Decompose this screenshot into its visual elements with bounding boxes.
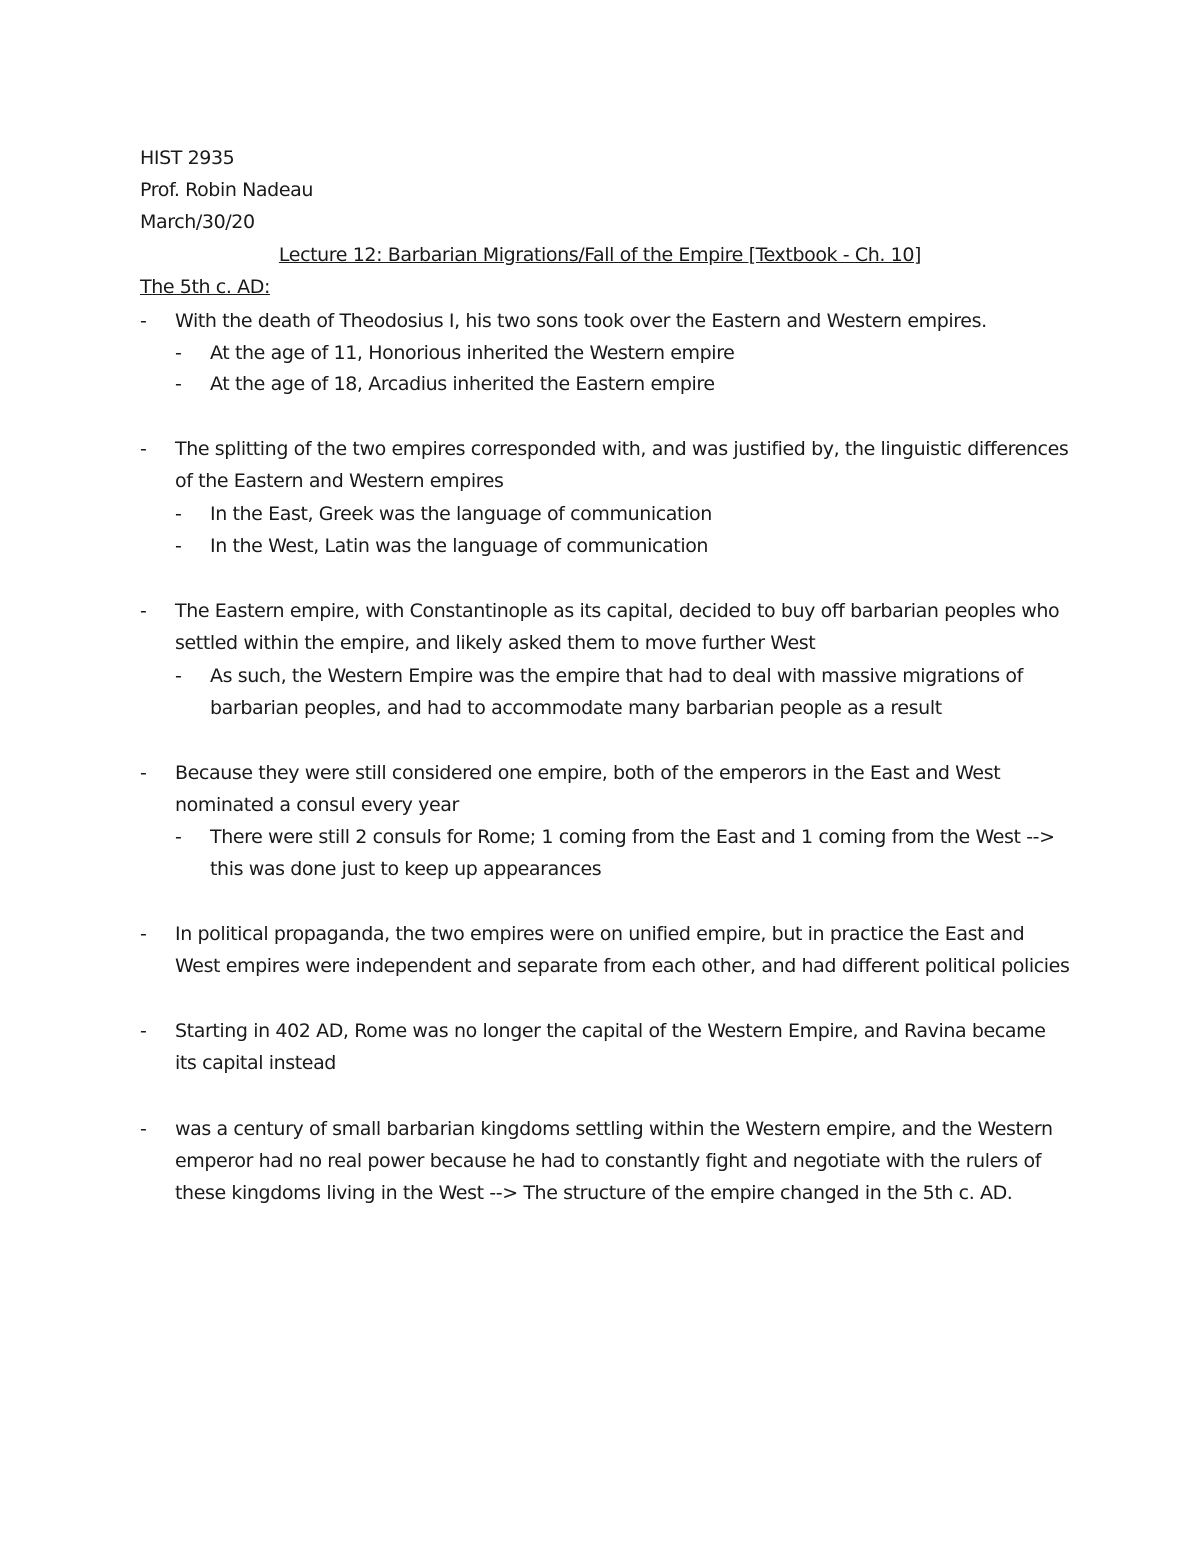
bullet-item [140, 305, 1070, 337]
sub-bullet-item [175, 530, 1070, 562]
sub-bullet-item [175, 368, 1070, 400]
course-code: HIST 2935 [140, 147, 235, 169]
bullet-dash: - [175, 665, 182, 687]
professor-name: Prof. Robin Nadeau [140, 179, 314, 201]
bullet-dash: - [175, 342, 182, 364]
bullet-dash: - [175, 373, 182, 395]
bullet-text: There were still 2 consuls for Rome; 1 coming from the East and 1 coming from the West --> this was done just to keep up appearances [210, 826, 1055, 880]
lecture-title: Lecture 12: Barbarian Migrations/Fall of the Empire [Textbook - Ch. 10] [278, 244, 922, 266]
bullet-text: In the East, Greek was the language of communication [210, 503, 712, 525]
bullet-dash: - [140, 923, 147, 945]
sub-bullet-item [175, 498, 1070, 530]
bullet-item [140, 433, 1070, 497]
bullet-text: At the age of 11, Honorious inherited the Western empire [210, 342, 735, 364]
sub-bullet-item [175, 821, 1070, 885]
bullet-dash: - [140, 600, 147, 622]
bullet-item [140, 1015, 1070, 1079]
bullet-item [140, 757, 1070, 821]
bullet-dash: - [140, 310, 147, 332]
section-heading: The 5th c. AD: [140, 276, 270, 298]
bullet-text: The Eastern empire, with Constantinople as its capital, decided to buy off barbarian peoples who settled within the empire, and likely asked them to move further West [175, 600, 1060, 654]
bullet-item [140, 918, 1070, 982]
bullet-dash: - [175, 503, 182, 525]
bullet-text: As such, the Western Empire was the empire that had to deal with massive migrations of barbarian peoples, and had to accommodate many barbarian people as a result [210, 665, 1023, 719]
bullet-dash: - [140, 1118, 147, 1140]
bullet-dash: - [140, 1020, 147, 1042]
bullet-text: At the age of 18, Arcadius inherited the Eastern empire [210, 373, 715, 395]
bullet-item [140, 1113, 1070, 1209]
sub-bullet-item [175, 660, 1070, 724]
bullet-text: Starting in 402 AD, Rome was no longer the capital of the Western Empire, and Ravina became its capital instead [175, 1020, 1046, 1074]
bullet-dash: - [140, 762, 147, 784]
bullet-text: In political propaganda, the two empires were on unified empire, but in practice the East and West empires were independent and separate from each other, and had different political policies [175, 923, 1070, 977]
bullet-text: In the West, Latin was the language of communication [210, 535, 709, 557]
bullet-text: With the death of Theodosius I, his two sons took over the Eastern and Western empires. [175, 310, 987, 332]
sub-bullet-item [175, 337, 1070, 369]
bullet-dash: - [140, 438, 147, 460]
bullet-text: Because they were still considered one empire, both of the emperors in the East and West nominated a consul every year [175, 762, 1001, 816]
bullet-text: was a century of small barbarian kingdoms settling within the Western empire, and the Western emperor had no real power because he had to constantly fight and negotiate with the rulers of these kingdoms living in the West --> The structure of the empire changed in the 5th c. AD. [175, 1118, 1053, 1204]
bullet-dash: - [175, 826, 182, 848]
bullet-dash: - [175, 535, 182, 557]
lecture-date: March/30/20 [140, 211, 255, 233]
bullet-item [140, 595, 1070, 659]
bullet-text: The splitting of the two empires corresponded with, and was justified by, the linguistic differences of the Eastern and Western empires [175, 438, 1069, 492]
